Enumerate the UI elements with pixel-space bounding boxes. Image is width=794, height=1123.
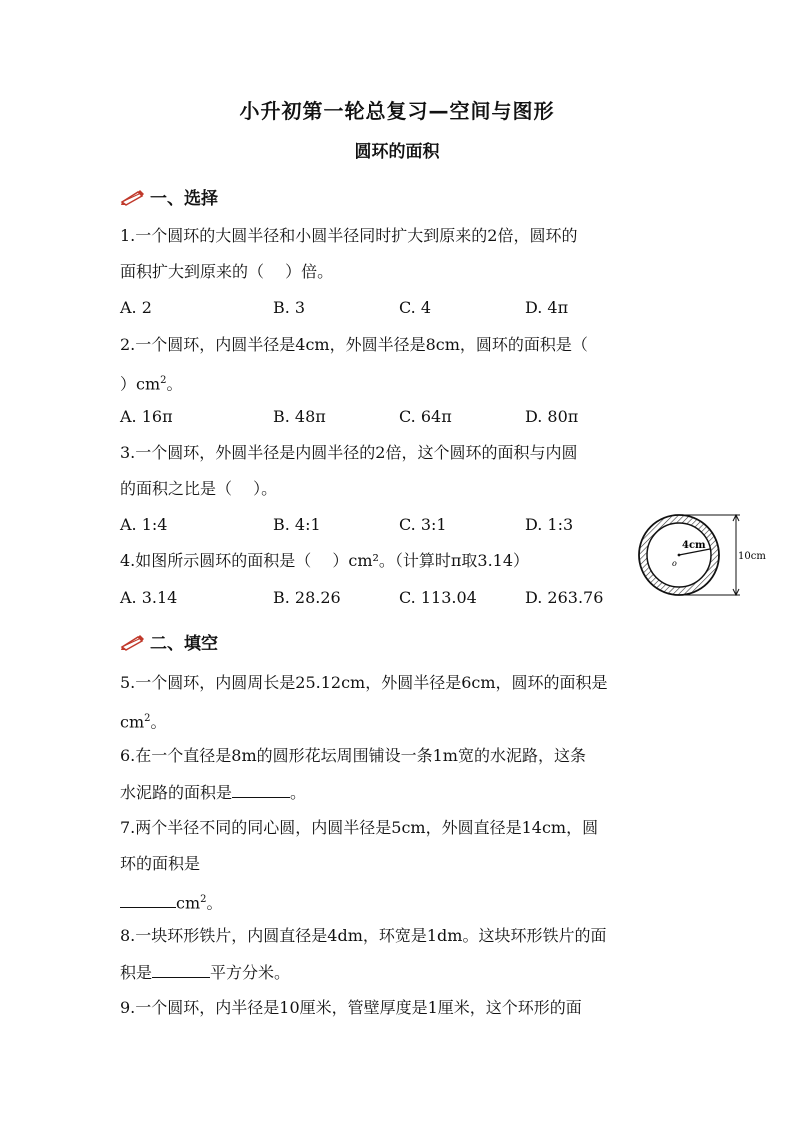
q3-option-d: D. 1:3 (525, 515, 574, 534)
q1-option-a: A. 2 (120, 298, 152, 317)
q4-option-c: C. 113.04 (399, 588, 477, 607)
outer-diameter-label: 10cm (738, 551, 766, 562)
section-choice-label: 一、选择 (150, 189, 218, 209)
inner-radius-label: 4cm (682, 540, 706, 551)
q8-line2 (120, 962, 290, 983)
page-title: 小升初第一轮总复习—空间与图形 (239, 99, 555, 123)
q1-line1: 1.一个圆环的大圆半径和小圆半径同时扩大到原来的2倍，圆环的 (120, 226, 578, 245)
q2-option-a: A. 16π (120, 407, 173, 426)
q6-answer-blank[interactable] (232, 782, 290, 798)
q7-line3-sup: 2 (200, 894, 207, 905)
center-label: o (672, 559, 677, 568)
section-fill (120, 629, 218, 654)
q3-line2: 的面积之比是（ ）。 (120, 479, 278, 498)
q1-option-c: C. 4 (399, 298, 432, 317)
q2-line2-pre: ）cm (120, 374, 161, 394)
q5-line2-pre: cm (120, 712, 145, 732)
q7-answer-blank[interactable] (120, 892, 176, 908)
q2-option-d: D. 80π (525, 407, 579, 426)
section-fill-label: 二、填空 (150, 634, 218, 654)
q9-line1: 9.一个圆环，内半径是10厘米，管壁厚度是1厘米，这个环形的面 (120, 998, 582, 1017)
q2-option-b: B. 48π (273, 407, 326, 426)
q5-line1: 5.一个圆环，内圆周长是25.12cm，外圆半径是6cm，圆环的面积是 (120, 673, 608, 692)
q7-line3-end: 。 (206, 893, 223, 913)
q4-option-d: D. 263.76 (525, 588, 604, 607)
q5-line2-post: 。 (150, 712, 167, 732)
q8-line1: 8.一块环形铁片，内圆直径是4dm，环宽是1dm。这块环形铁片的面 (120, 926, 607, 945)
q1-option-d: D. 4π (525, 298, 569, 317)
q8-answer-blank[interactable] (152, 962, 210, 978)
q2-option-c: C. 64π (399, 407, 452, 426)
q6-line2-post: 。 (290, 783, 307, 802)
q8-line2-pre: 积是 (120, 963, 153, 982)
q6-line1: 6.在一个直径是8m的圆形花坛周围铺设一条1m宽的水泥路，这条 (120, 746, 586, 765)
q6-line2 (120, 782, 306, 803)
section-choice (120, 184, 218, 209)
q4-option-b: B. 28.26 (273, 588, 341, 607)
q3-option-a: A. 1:4 (120, 515, 168, 534)
q2-line1: 2.一个圆环，内圆半径是4cm，外圆半径是8cm，圆环的面积是（ (120, 335, 588, 354)
q7-line3 (120, 890, 223, 913)
q2-line2-post: 。 (166, 374, 183, 394)
q7-line1: 7.两个半径不同的同心圆，内圆半径是5cm，外圆直径是14cm，圆 (120, 818, 599, 837)
q1-line2: 面积扩大到原来的（ ）倍。 (120, 262, 334, 281)
q3-option-b: B. 4:1 (273, 515, 321, 534)
q3-option-c: C. 3:1 (399, 515, 447, 534)
q5-line2 (120, 709, 167, 732)
q8-line2-post: 平方分米。 (210, 963, 291, 982)
q2-line2-sup: 2 (160, 375, 167, 386)
q7-line2: 环的面积是 (120, 854, 201, 873)
page-subtitle: 圆环的面积 (354, 142, 440, 162)
pencil-icon (120, 188, 146, 206)
q5-line2-sup: 2 (144, 713, 151, 724)
q4-line1: 4.如图所示圆环的面积是（ ）cm²。（计算时π取3.14） (120, 551, 530, 570)
q6-line2-pre: 水泥路的面积是 (120, 783, 233, 802)
q1-option-b: B. 3 (273, 298, 306, 317)
annulus-figure (636, 512, 776, 598)
center-point (678, 554, 681, 557)
q2-line2 (120, 371, 183, 394)
pencil-icon (120, 633, 146, 651)
q3-line1: 3.一个圆环，外圆半径是内圆半径的2倍，这个圆环的面积与内圆 (120, 443, 578, 462)
q4-option-a: A. 3.14 (120, 588, 178, 607)
q7-line3-post: cm (176, 893, 201, 913)
